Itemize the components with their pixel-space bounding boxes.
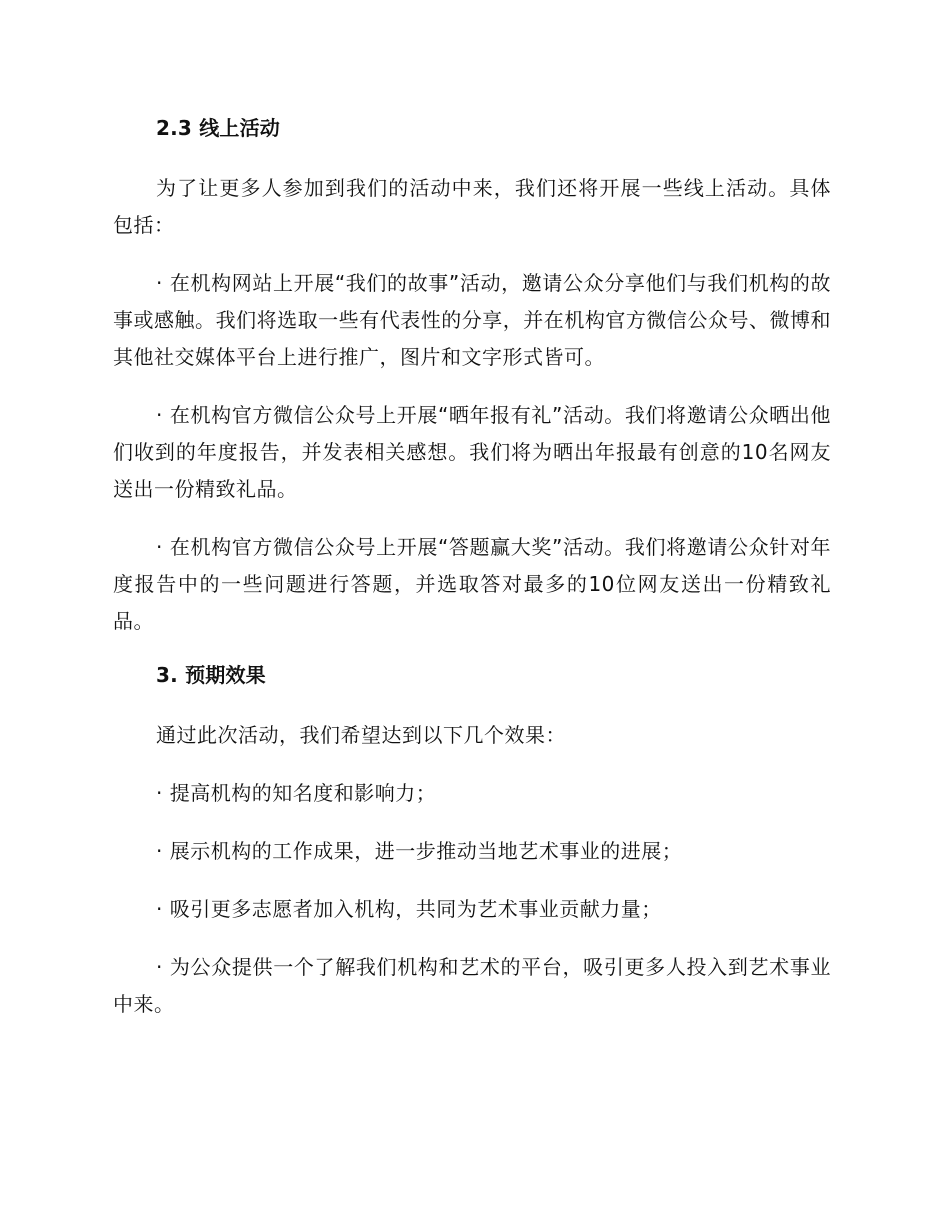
document-content <box>113 112 831 1023</box>
online-activities-intro: 为了让更多人参加到我们的活动中来，我们还将开展一些线上活动。具体包括： <box>113 176 831 237</box>
spacer <box>113 691 831 717</box>
spacer <box>113 244 831 265</box>
online-activity-story-bullet: · 在机构网站上开展“我们的故事”活动，邀请公众分享他们与我们机构的故事或感触。我们将选取一些有代表性的分享，并在机构官方微信公众号、微博和其他社交媒体平台上进行推广，图片和文字形式皆可。 <box>113 271 831 369</box>
section-heading-online-activities: 2.3 线上活动 <box>156 116 280 140</box>
expected-effect-item-2: · 展示机构的工作成果，进一步推动当地艺术事业的进展； <box>156 839 683 863</box>
spacer <box>113 376 831 397</box>
expected-effect-item-4: · 为公众提供一个了解我们机构和艺术的平台，吸引更多人投入到艺术事业中来。 <box>113 955 831 1016</box>
spacer <box>113 144 831 170</box>
spacer <box>113 640 831 659</box>
spacer <box>113 928 831 949</box>
spacer <box>113 508 831 529</box>
spacer <box>113 754 831 775</box>
expected-effect-item-3: · 吸引更多志愿者加入机构，共同为艺术事业贡献力量； <box>156 897 662 921</box>
online-activity-quiz-bullet: · 在机构官方微信公众号上开展“答题赢大奖”活动。我们将邀请公众针对年度报告中的一些问题进行答题，并选取答对最多的10位网友送出一份精致礼品。 <box>113 535 831 633</box>
expected-effect-item-1: · 提高机构的知名度和影响力； <box>156 781 437 805</box>
section-heading-expected-effects: 3. 预期效果 <box>156 663 266 687</box>
expected-effects-intro: 通过此次活动，我们希望达到以下几个效果： <box>156 723 566 747</box>
online-activity-report-gift-bullet: · 在机构官方微信公众号上开展“晒年报有礼”活动。我们将邀请公众晒出他们收到的年度报告，并发表相关感想。我们将为晒出年报最有创意的10名网友送出一份精致礼品。 <box>113 403 831 501</box>
spacer <box>113 812 831 833</box>
spacer <box>113 870 831 891</box>
